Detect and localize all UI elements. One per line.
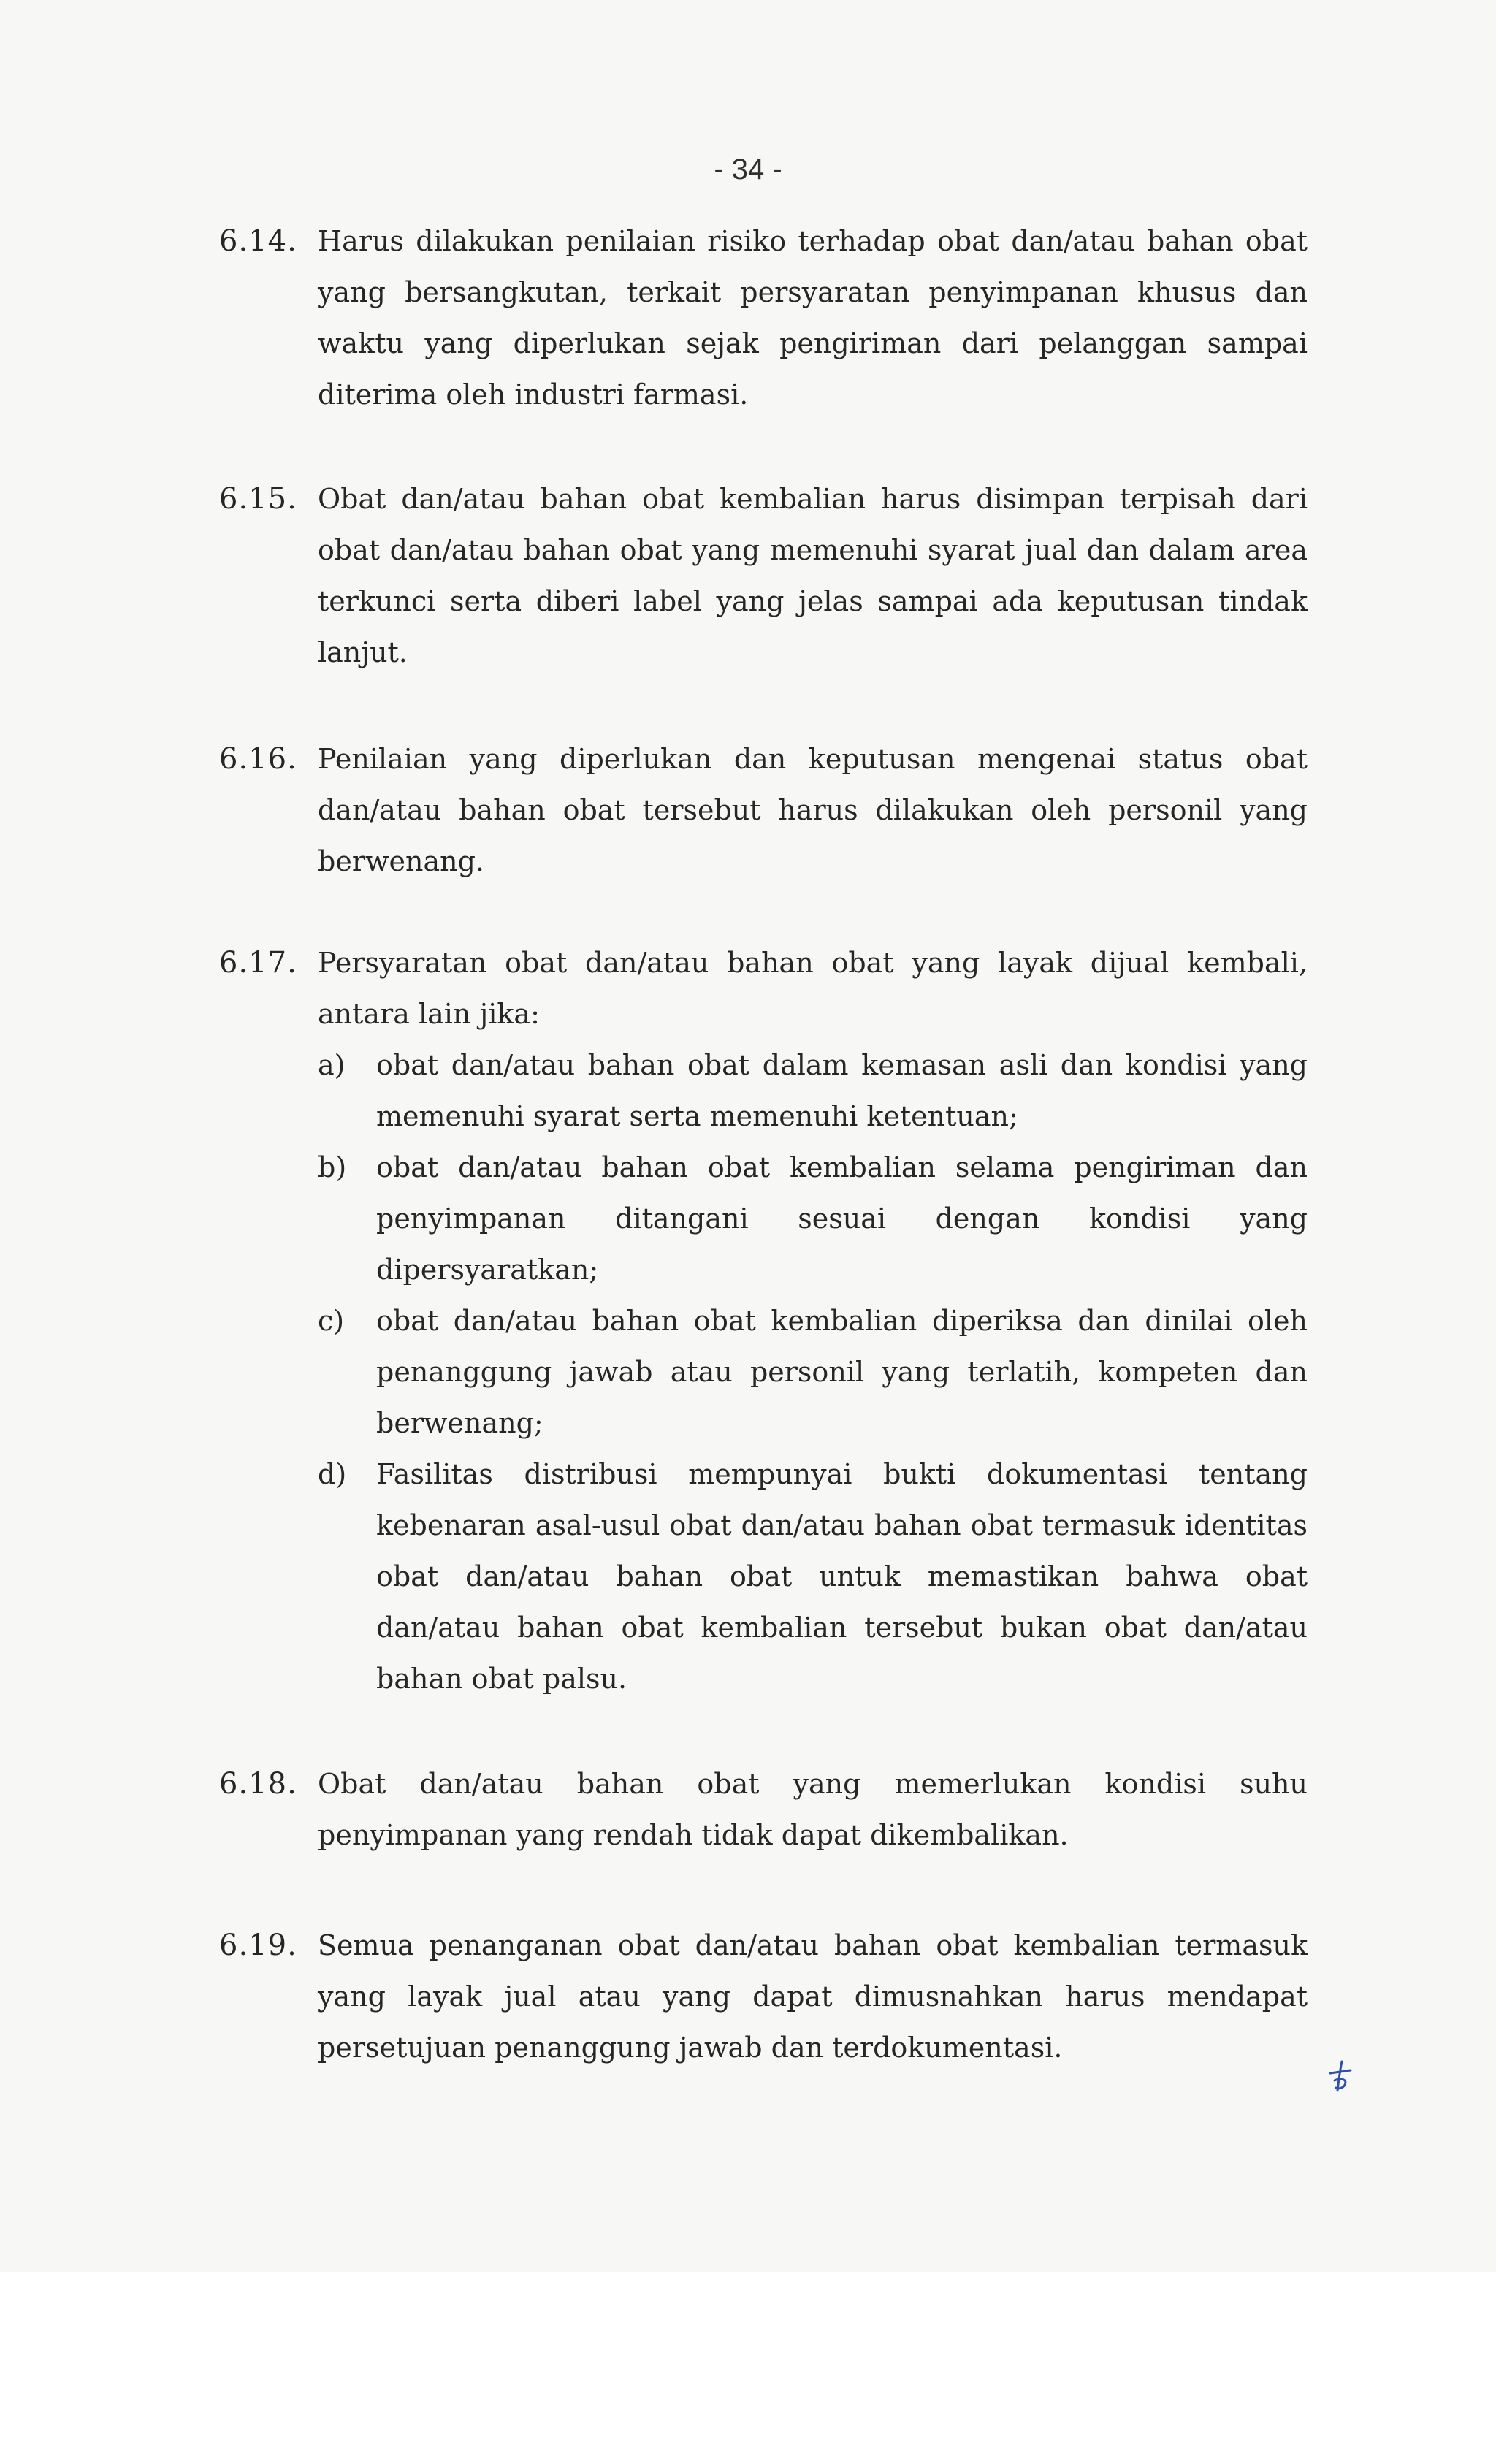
condition-text: obat dan/atau bahan obat dalam kemasan asli dan kondisi yang memenuhi syarat serta memenuhi ketentuan; — [376, 1049, 1308, 1132]
clause-text: Harus dilakukan penilaian risiko terhadap obat dan/atau bahan obat yang bersangkutan, terkait persyaratan penyimpanan khusus dan waktu yang diperlukan sejak pengiriman dari pelanggan sampai diterima oleh industri farmasi. — [318, 225, 1308, 411]
condition-label: b) — [318, 1151, 347, 1183]
clause-text: Persyaratan obat dan/atau bahan obat yang layak dijual kembali, antara lain jika: — [318, 947, 1308, 1030]
clause-number: 6.15. — [219, 482, 297, 516]
clause-text: Semua penanganan obat dan/atau bahan obat kembalian termasuk yang layak jual atau yang dapat dimusnahkan harus mendapat persetujuan penanggung jawab dan terdokumentasi. — [318, 1929, 1308, 2064]
condition-item-d — [318, 1449, 1308, 1704]
clause-number: 6.19. — [219, 1929, 297, 1962]
clause-text: Obat dan/atau bahan obat yang memerlukan kondisi suhu penyimpanan yang rendah tidak dapat dikembalikan. — [318, 1768, 1308, 1851]
condition-text: Fasilitas distribusi mempunyai bukti dokumentasi tentang kebenaran asal-usul obat dan/atau bahan obat termasuk identitas obat dan/atau bahan obat untuk memastikan bahwa obat dan/atau bahan obat kembalian tersebut bukan obat dan/atau bahan obat palsu. — [376, 1458, 1308, 1695]
condition-item-c — [318, 1295, 1308, 1449]
condition-text: obat dan/atau bahan obat kembalian selama pengiriman dan penyimpanan ditangani sesuai dengan kondisi yang dipersyaratkan; — [376, 1151, 1308, 1286]
clause-number: 6.17. — [219, 946, 297, 980]
condition-text: obat dan/atau bahan obat kembalian diperiksa dan dinilai oleh penanggung jawab atau personil yang terlatih, kompeten dan berwenang; — [376, 1305, 1308, 1439]
clause-number: 6.14. — [219, 224, 297, 258]
clause-text: Penilaian yang diperlukan dan keputusan mengenai status obat dan/atau bahan obat tersebut harus dilakukan oleh personil yang berwenang. — [318, 743, 1308, 877]
clause-number: 6.16. — [219, 742, 297, 776]
condition-label: c) — [318, 1305, 345, 1337]
condition-item-b — [318, 1142, 1308, 1295]
condition-label: a) — [318, 1049, 346, 1081]
clause-number: 6.18. — [219, 1767, 297, 1801]
page-number: - 34 - — [714, 153, 782, 186]
paraf-signature — [1326, 2059, 1355, 2095]
condition-list — [318, 1040, 1308, 1704]
condition-label: d) — [318, 1458, 347, 1490]
clause-text: Obat dan/atau bahan obat kembalian harus disimpan terpisah dari obat dan/atau bahan obat yang memenuhi syarat jual dan dalam area terkunci serta diberi label yang jelas sampai ada keputusan tindak lanjut. — [318, 483, 1308, 668]
condition-item-a — [318, 1040, 1308, 1142]
